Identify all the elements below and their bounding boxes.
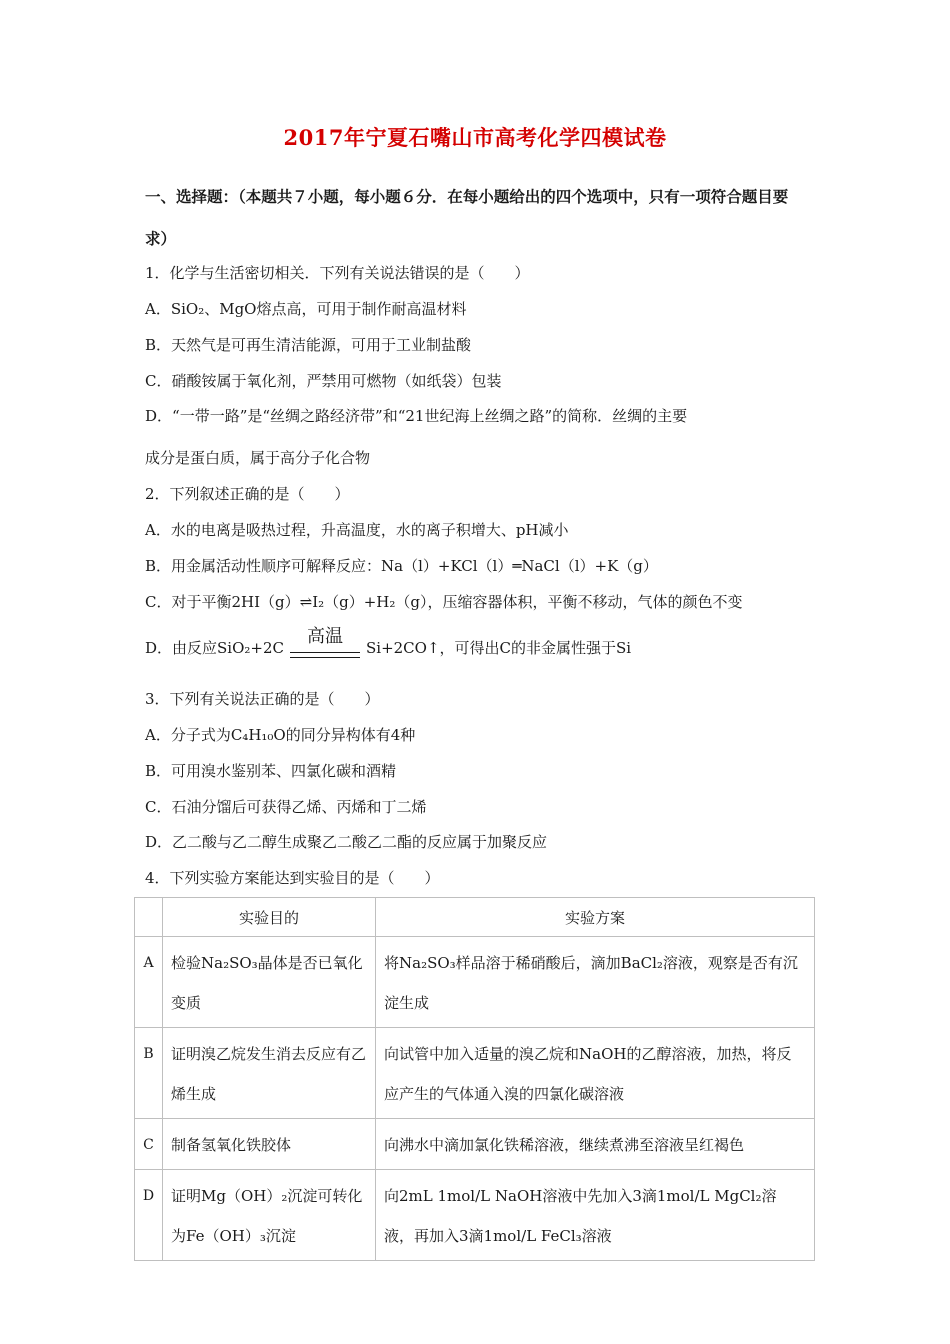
question-2-stem: 2．下列叙述正确的是（ ） <box>145 485 350 503</box>
row-purpose: 制备氢氧化铁胶体 <box>163 1119 376 1170</box>
question-2-option-c: C．对于平衡2HI（g）⇌I₂（g）+H₂（g），压缩容器体积，平衡不移动，气体的颜色不变 <box>145 593 743 611</box>
question-1-option-a: A．SiO₂、MgO熔点高，可用于制作耐高温材料 <box>145 300 467 318</box>
question-2-option-a: A．水的电离是吸热过程，升高温度，水的离子积增大、pH减小 <box>145 521 569 539</box>
row-label: B <box>135 1028 163 1119</box>
question-1-stem: 1．化学与生活密切相关．下列有关说法错误的是（ ） <box>145 264 530 282</box>
row-label: A <box>135 937 163 1028</box>
table-row <box>135 1028 815 1119</box>
row-label: C <box>135 1119 163 1170</box>
question-3-stem: 3．下列有关说法正确的是（ ） <box>145 690 380 708</box>
row-purpose: 证明Mg（OH）₂沉淀可转化为Fe（OH）₃沉淀 <box>163 1170 376 1261</box>
table-header-cell <box>135 898 163 937</box>
question-3-option-c: C．石油分馏后可获得乙烯、丙烯和丁二烯 <box>145 798 427 816</box>
question-1-option-d: D．“一带一路”是“丝绸之路经济带”和“21世纪海上丝绸之路”的简称．丝绸的主要 <box>145 407 688 425</box>
row-purpose: 检验Na₂SO₃晶体是否已氧化变质 <box>163 937 376 1028</box>
question-3-option-a: A．分子式为C₄H₁₀O的同分异构体有4种 <box>145 726 416 744</box>
table-header-row <box>135 898 815 937</box>
row-plan: 将Na₂SO₃样品溶于稀硝酸后，滴加BaCl₂溶液，观察是否有沉淀生成 <box>376 937 815 1028</box>
row-plan: 向2mL 1mol/L NaOH溶液中先加入3滴1mol/L MgCl₂溶液，再加入3滴1mol/L FeCl₃溶液 <box>376 1170 815 1261</box>
question-2-option-d <box>145 626 632 664</box>
question-1-option-d-cont: 成分是蛋白质，属于高分子化合物 <box>145 449 371 467</box>
row-plan: 向试管中加入适量的溴乙烷和NaOH的乙醇溶液，加热，将反应产生的气体通入溴的四氯化碳溶液 <box>376 1028 815 1119</box>
question-2-option-b: B．用金属活动性顺序可解释反应：Na（l）+KCl（l）═NaCl（l）+K（g） <box>145 557 658 575</box>
question-2-option-d-pre: D．由反应SiO₂+2C <box>145 639 284 657</box>
experiment-table <box>134 897 815 1261</box>
question-3-option-b: B．可用溴水鉴别苯、四氯化碳和酒精 <box>145 762 397 780</box>
question-3-option-d: D．乙二酸与乙二醇生成聚乙二酸乙二酯的反应属于加聚反应 <box>145 833 548 851</box>
question-1-option-b: B．天然气是可再生清洁能源，可用于工业制盐酸 <box>145 336 472 354</box>
table-header-cell: 实验目的 <box>163 898 376 937</box>
question-1-option-c: C．硝酸铵属于氧化剂，严禁用可燃物（如纸袋）包装 <box>145 372 502 390</box>
question-2-option-d-post: Si+2CO↑，可得出C的非金属性强于Si <box>366 639 632 657</box>
table-header-cell: 实验方案 <box>376 898 815 937</box>
table-row <box>135 1170 815 1261</box>
row-purpose: 证明溴乙烷发生消去反应有乙烯生成 <box>163 1028 376 1119</box>
reaction-condition-label: 高温 <box>307 626 343 647</box>
section-heading: 一、选择题：（本题共７小题，每小题６分．在每小题给出的四个选项中，只有一项符合题目要求） <box>145 187 789 248</box>
row-plan: 向沸水中滴加氯化铁稀溶液，继续煮沸至溶液呈红褐色 <box>376 1119 815 1170</box>
reaction-condition-equals <box>286 626 364 664</box>
table-row <box>135 1119 815 1170</box>
row-label: D <box>135 1170 163 1261</box>
table-row <box>135 937 815 1028</box>
page-title: 2017年宁夏石嘴山市高考化学四模试卷 <box>283 125 667 150</box>
question-4-stem: 4．下列实验方案能达到实验目的是（ ） <box>145 869 440 887</box>
